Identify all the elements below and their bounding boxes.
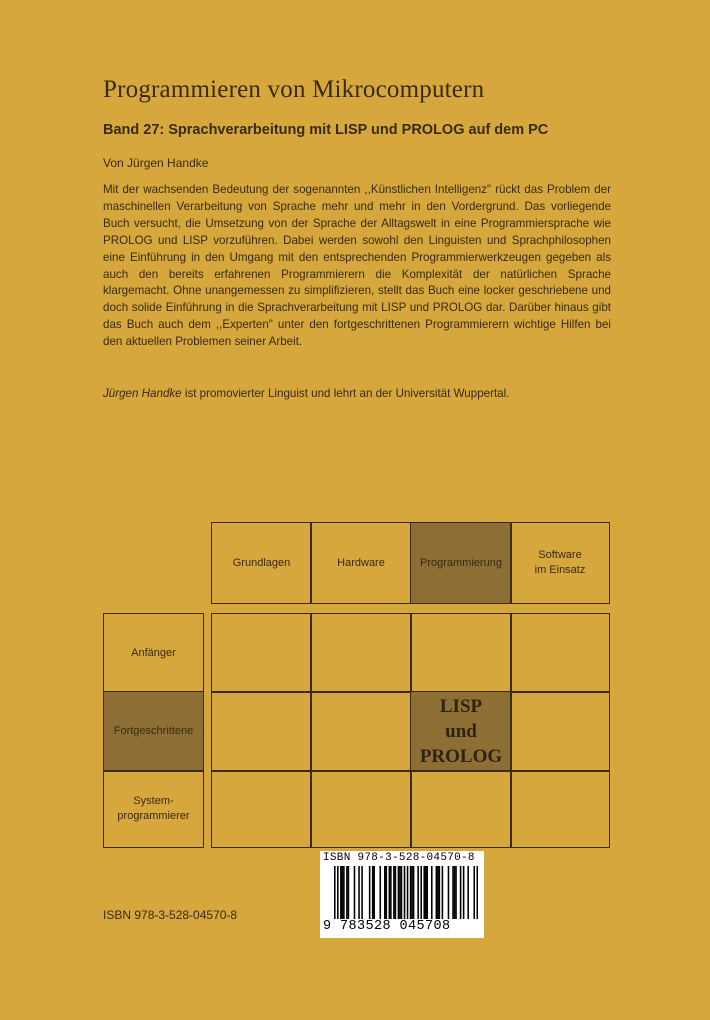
barcode-bar — [390, 866, 392, 919]
barcode-bar — [411, 866, 413, 919]
barcode-bar — [369, 866, 371, 919]
author-line: Von Jürgen Handke — [103, 156, 209, 170]
barcode-bar — [452, 866, 454, 919]
barcode-bar — [467, 866, 469, 919]
highlight-cell-label: LISP und PROLOG — [419, 696, 503, 767]
grid-cell — [310, 770, 412, 848]
barcode-bar — [413, 866, 415, 919]
grid-cell — [510, 613, 610, 693]
column-header-grundlagen — [211, 522, 312, 604]
barcode-bar — [439, 866, 441, 919]
barcode-bar — [395, 866, 397, 919]
column-header-software — [510, 522, 610, 604]
barcode-bar — [425, 866, 427, 919]
barcode-bar — [401, 866, 403, 919]
row-header-label: Fortgeschrittene — [113, 725, 194, 737]
isbn-label: ISBN 978-3-528-04570-8 — [103, 908, 238, 922]
barcode-bar — [358, 866, 360, 919]
column-header-label: Grundlagen — [232, 556, 291, 569]
column-header-hardware — [310, 522, 412, 604]
barcode-bar — [386, 866, 388, 919]
barcode-bar — [348, 866, 350, 919]
series-title: Programmieren von Mikrocomputern — [103, 76, 485, 103]
barcode-bar — [398, 866, 400, 919]
column-header-programmierung — [410, 522, 512, 604]
barcode-bar — [431, 866, 433, 919]
barcode-isbn-text: ISBN 978-3-528-04570-8 — [323, 852, 475, 864]
barcode-bar — [407, 866, 409, 919]
band-title: Band 27: Sprachverarbeitung mit LISP und PROLOG auf dem PC — [103, 122, 549, 138]
grid-cell — [310, 613, 412, 693]
barcode-bar — [389, 866, 391, 919]
grid-cell — [310, 691, 412, 772]
author-name: Jürgen Handke — [103, 387, 182, 400]
grid-cell — [211, 613, 312, 693]
barcode-bar — [346, 866, 348, 919]
barcode-bar — [460, 866, 462, 919]
author-bio — [103, 387, 623, 400]
barcode-bars — [334, 866, 478, 919]
row-header-fortgeschrittene — [103, 691, 204, 772]
barcode-bar — [426, 866, 428, 919]
barcode-bar — [337, 866, 339, 919]
barcode-bar — [454, 866, 456, 919]
barcode-bar — [354, 866, 356, 919]
barcode-bar — [436, 866, 438, 919]
barcode-bar — [410, 866, 412, 919]
barcode-bar — [393, 866, 395, 919]
barcode-bar — [373, 866, 375, 919]
barcode-bar — [399, 866, 401, 919]
row-header-label: System- programmierer — [117, 795, 190, 822]
barcode-bar — [343, 866, 345, 919]
barcode-bar — [340, 866, 342, 919]
barcode-bar — [334, 866, 336, 919]
barcode-bar — [463, 866, 465, 919]
grid-cell — [211, 770, 312, 848]
grid-cell — [410, 613, 512, 693]
barcode-bar — [448, 866, 450, 919]
grid-cell — [510, 770, 610, 848]
barcode-bar — [417, 866, 419, 919]
barcode-bar — [455, 866, 457, 919]
barcode-bar — [361, 866, 363, 919]
row-header-label: Anfänger — [131, 646, 176, 659]
barcode-bar — [473, 866, 475, 919]
author-bio-text: ist promovierter Linguist und lehrt an der Universität Wuppertal. — [181, 387, 510, 400]
row-header-systemprogrammierer — [103, 770, 204, 848]
barcode-bar — [420, 866, 422, 919]
book-description: Mit der wachsenden Bedeutung der sogenannten ,,Künstlichen Intelligenz" rückt das Problem der maschinellen Verarbeitung von Sprache mehr und mehr in den Vordergrund. Das vorliegende Buch versucht, die Umsetzung von der Sprache der Alltagswelt in eine Programmiersprache wie PROLOG und LISP vorzuführen. Dabei werden sowohl den Linguisten und Sprachphilosophen eine Einführung in den Umgang mit den entsprechenden Programmierwerkzeugen gegeben als auch den bereits erfahrenen Programmierern die Komplexität der natürlichen Sprache klargemacht. Ohne unangemessen zu simplifizieren, stellt das Buch eine locker geschriebene und doch solide Einführung in die Sprachverarbeitung mit LISP und PROLOG dar. Darüber hinaus gibt das Buch auch dem ,,Experten" unter den fortgeschrittenen Programmierern wichtige Hilfen bei den aktuellen Problemen seiner Arbeit. — [103, 183, 611, 349]
barcode-bar — [372, 866, 374, 919]
barcode-bar — [379, 866, 381, 919]
barcode-digits: 9 783528 045708 — [323, 919, 451, 934]
grid-cell — [510, 691, 610, 772]
column-header-label: Software im Einsatz — [534, 549, 586, 576]
barcode — [320, 851, 484, 938]
barcode-bar — [437, 866, 439, 919]
column-header-label: Hardware — [337, 556, 385, 569]
grid-cell — [211, 691, 312, 772]
barcode-bar — [384, 866, 386, 919]
barcode-bar — [404, 866, 406, 919]
column-header-label: Programmierung — [420, 556, 502, 569]
barcode-bar — [442, 866, 444, 919]
highlight-cell — [410, 691, 512, 772]
barcode-bar — [342, 866, 344, 919]
barcode-bar — [476, 866, 478, 919]
row-header-anfaenger — [103, 613, 204, 693]
barcode-bar — [423, 866, 425, 919]
grid-cell — [410, 770, 512, 848]
